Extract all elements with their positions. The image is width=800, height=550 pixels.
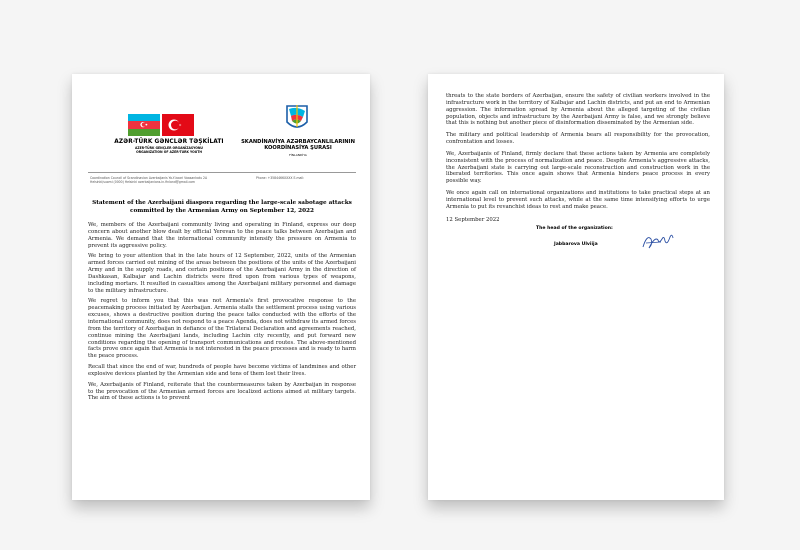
page1-paragraph: We regret to inform you that this was not Armenia's first provocative response to the peacemaking process initiated by Azerbaijan. Armenia stalls the settlement process using various excuses, shows a destructive position during the peace talks conducted with the efforts of the international community, does not respond to a peace Agenda, does not withdraw its armed forces from the territory of Azerbaijan in defiance of the Trilateral Declaration and agreements reached, continue mining the Azerbaijani lands, including Lachin city recently, and put forward new conditions regarding the opening of transport communications and routes. The above-mentioned facts prove once again that Armenia is not interested in the peace processes and is ready to harm the peace process. bbox=[88, 298, 356, 360]
contact-line bbox=[88, 172, 356, 190]
page1-paragraph: We bring to your attention that in the late hours of 12 September, 2022, units of the Armenian armed forces carried out mining of the areas between the positions of the units of the Azerbaijani Army and in the supply roads, and certain positions of the Azerbaijani Army in the direction of Dashkasan, Kalbajar and Lachin districts were fired upon from various types of weapons, including mortars. It resulted in casualties among the Azerbaijani military personnel and damage to the military infrastructure. bbox=[88, 253, 356, 294]
org-left-name-block bbox=[94, 139, 244, 154]
page2-paragraph: We, Azerbaijanis of Finland, firmly declare that these actions taken by Armenia are completely inconsistent with the process of normalization and peace. Despite Armenia's aggressive attacks, the Azerbaijani state is carrying out large-scale reconstruction and construction work in the liberated territories. This once again shows that Armenia hinders peace process in every possible way. bbox=[446, 150, 710, 185]
azerbaijan-flag-icon bbox=[128, 114, 160, 136]
letter-page-1 bbox=[72, 74, 370, 500]
page1-paragraph: We, Azerbaijanis of Finland, reiterate that the countermeasures taken by Azerbaijan in response to the provocation of the Armenian armed forces are localized actions aimed at military targets. The aim of these actions is to prevent bbox=[88, 381, 356, 402]
org-left-name: AZƏR-TÜRK GƏNCLƏR TƏŞKİLATI bbox=[114, 139, 224, 145]
handwritten-signature-icon bbox=[641, 230, 675, 252]
org-right-name-line1: SKANDİNAVİYA AZƏRBAYCANLILARININ bbox=[241, 139, 355, 145]
statement-title: Statement of the Azerbaijani diaspora regarding the large-scale sabotage attacks committed by the Armenian Army on September 12, 2022 bbox=[92, 200, 352, 214]
page2-paragraph: threats to the state borders of Azerbaijan, ensure the safety of civilian workers involved in the infrastructure work in the territory of Kalbajar and Lachin districts, and put an end to Armenian aggression. The information spread by Armenia about the alleged targeting of the civilian population, objects and infrastructure by the Azerbaijani Army is false, and we strongly believe that this is nothing but another piece of disinformation disseminated by the Armenian side. bbox=[446, 93, 710, 127]
letterhead bbox=[88, 82, 356, 172]
letter-date: 12 September 2022 bbox=[446, 216, 500, 223]
turkey-flag-icon bbox=[162, 114, 194, 136]
org-right-name-line2: KOORDİNASİYA ŞURASI bbox=[264, 145, 332, 152]
page1-paragraph: We, members of the Azerbaijani community living and operating in Finland, express our deep concern about another blow dealt by official Yerevan to the peace talks between Azerbaijan and Armenia. We demand that the international community intensify the pressure on Armenia to prevent its aggressive policy. bbox=[88, 222, 356, 249]
org-left-name-en: ORGANIZATION OF AZER-TURK YOUTH bbox=[136, 150, 202, 154]
contact-address: Coordination Council of Scandinavian Azerbaijanis Yo-Y-kaari Vaasankatu 2A Helsinki/suomi (0000) Helsinki azerbaijanians.in.finland@gmail.com bbox=[90, 176, 208, 184]
signature-block bbox=[446, 226, 710, 276]
page1-paragraph: Recall that since the end of war, hundreds of people have become victims of landmines and other explosive devices planted by the Armenian side and tens of them lost their lives. bbox=[88, 364, 356, 377]
signatory-name: Jabbarova Ulviija bbox=[554, 241, 598, 247]
org-right-country: FİNLANDİYA bbox=[289, 152, 307, 157]
org-left-name-tr: AZER-TÜRK GENÇLER ORGANİZASYONU bbox=[135, 146, 203, 150]
scandinavia-council-logo-icon bbox=[283, 102, 311, 132]
contact-phone-email: Phone: +3584466XXXX E-mail: bbox=[256, 176, 305, 180]
page2-paragraph: We once again call on international organizations and institutions to take practical steps at an international level to prevent such attacks, while at the same time intensifying efforts to urge Armenia to put its revanchist ideas to rest and make peace. bbox=[446, 190, 710, 210]
page2-paragraph: The military and political leadership of Armenia bears all responsibility for the provocation, confrontation and losses. bbox=[446, 132, 710, 146]
org-right-name-block bbox=[238, 139, 358, 157]
letter-page-2 bbox=[428, 74, 724, 500]
signatory-title: The head of the organization: bbox=[536, 225, 613, 231]
